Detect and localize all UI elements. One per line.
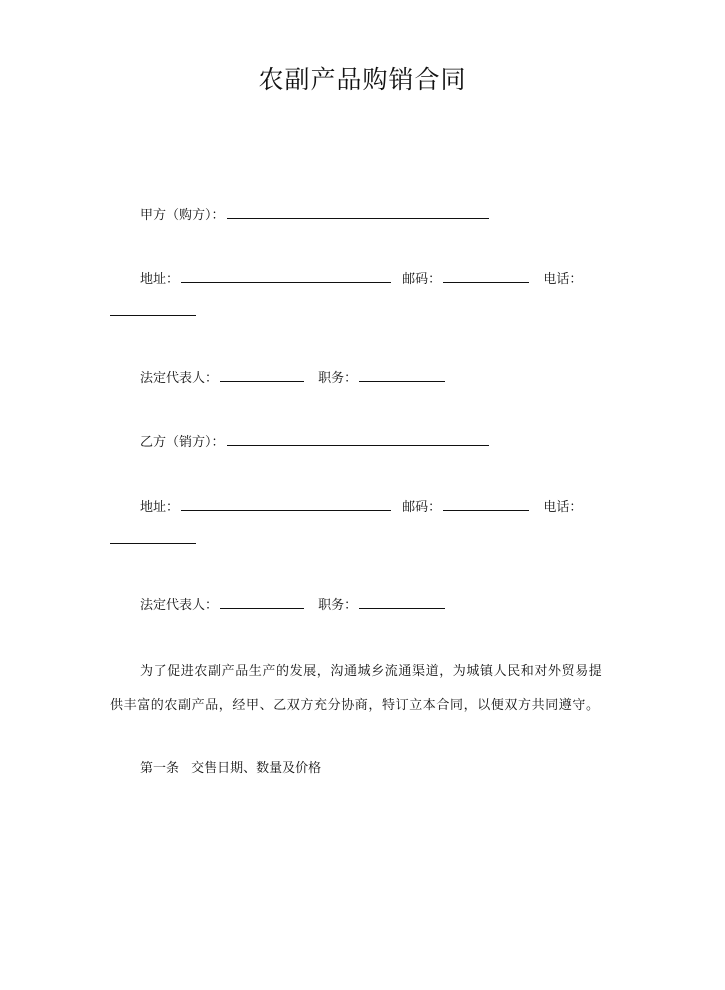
party-a-address-blank[interactable] <box>181 270 391 283</box>
party-a-rep-blank[interactable] <box>220 369 304 382</box>
article-title: 交售日期、数量及价格 <box>191 761 322 776</box>
party-a-blank[interactable] <box>227 206 489 219</box>
article-1-heading <box>140 760 321 778</box>
party-a-address-line <box>140 270 582 289</box>
intro-paragraph-line2: 供丰富的农副产品，经甲、乙双方充分协商，特订立本合同，以便双方共同遵守。 <box>110 698 600 713</box>
position-label: 职务： <box>318 598 358 613</box>
position-label: 职务： <box>318 371 358 386</box>
postcode-label: 邮码： <box>402 272 442 287</box>
party-b-rep-blank[interactable] <box>220 596 304 609</box>
party-b-label: 乙方（销方）： <box>140 435 225 450</box>
legal-rep-label: 法定代表人： <box>140 598 219 613</box>
party-b-phone-blank[interactable] <box>110 531 196 544</box>
party-b-blank[interactable] <box>227 433 489 446</box>
party-b-postcode-blank[interactable] <box>443 498 529 511</box>
address-label: 地址： <box>140 272 180 287</box>
intro-paragraph-line1: 为了促进农副产品生产的发展，沟通城乡流通渠道，为城镇人民和对外贸易提 <box>140 664 603 679</box>
contract-title: 农副产品购销合同 <box>258 65 467 94</box>
party-b-phone-line <box>110 531 196 550</box>
postcode-label: 邮码： <box>402 500 442 515</box>
legal-rep-label: 法定代表人： <box>140 371 219 386</box>
party-b-rep-line <box>140 596 447 615</box>
party-a-postcode-blank[interactable] <box>443 270 529 283</box>
party-a-phone-line <box>110 303 196 322</box>
party-b-position-blank[interactable] <box>359 596 445 609</box>
phone-label: 电话： <box>543 500 583 515</box>
party-a-rep-line <box>140 369 447 388</box>
party-b-address-line <box>140 498 582 517</box>
article-number: 第一条 <box>140 761 180 776</box>
party-a-label: 甲方（购方）： <box>140 208 225 223</box>
address-label: 地址： <box>140 500 180 515</box>
party-b-line <box>140 433 491 452</box>
party-a-phone-blank[interactable] <box>110 303 196 316</box>
party-a-line <box>140 206 491 225</box>
party-a-position-blank[interactable] <box>359 369 445 382</box>
phone-label: 电话： <box>543 272 583 287</box>
party-b-address-blank[interactable] <box>181 498 391 511</box>
